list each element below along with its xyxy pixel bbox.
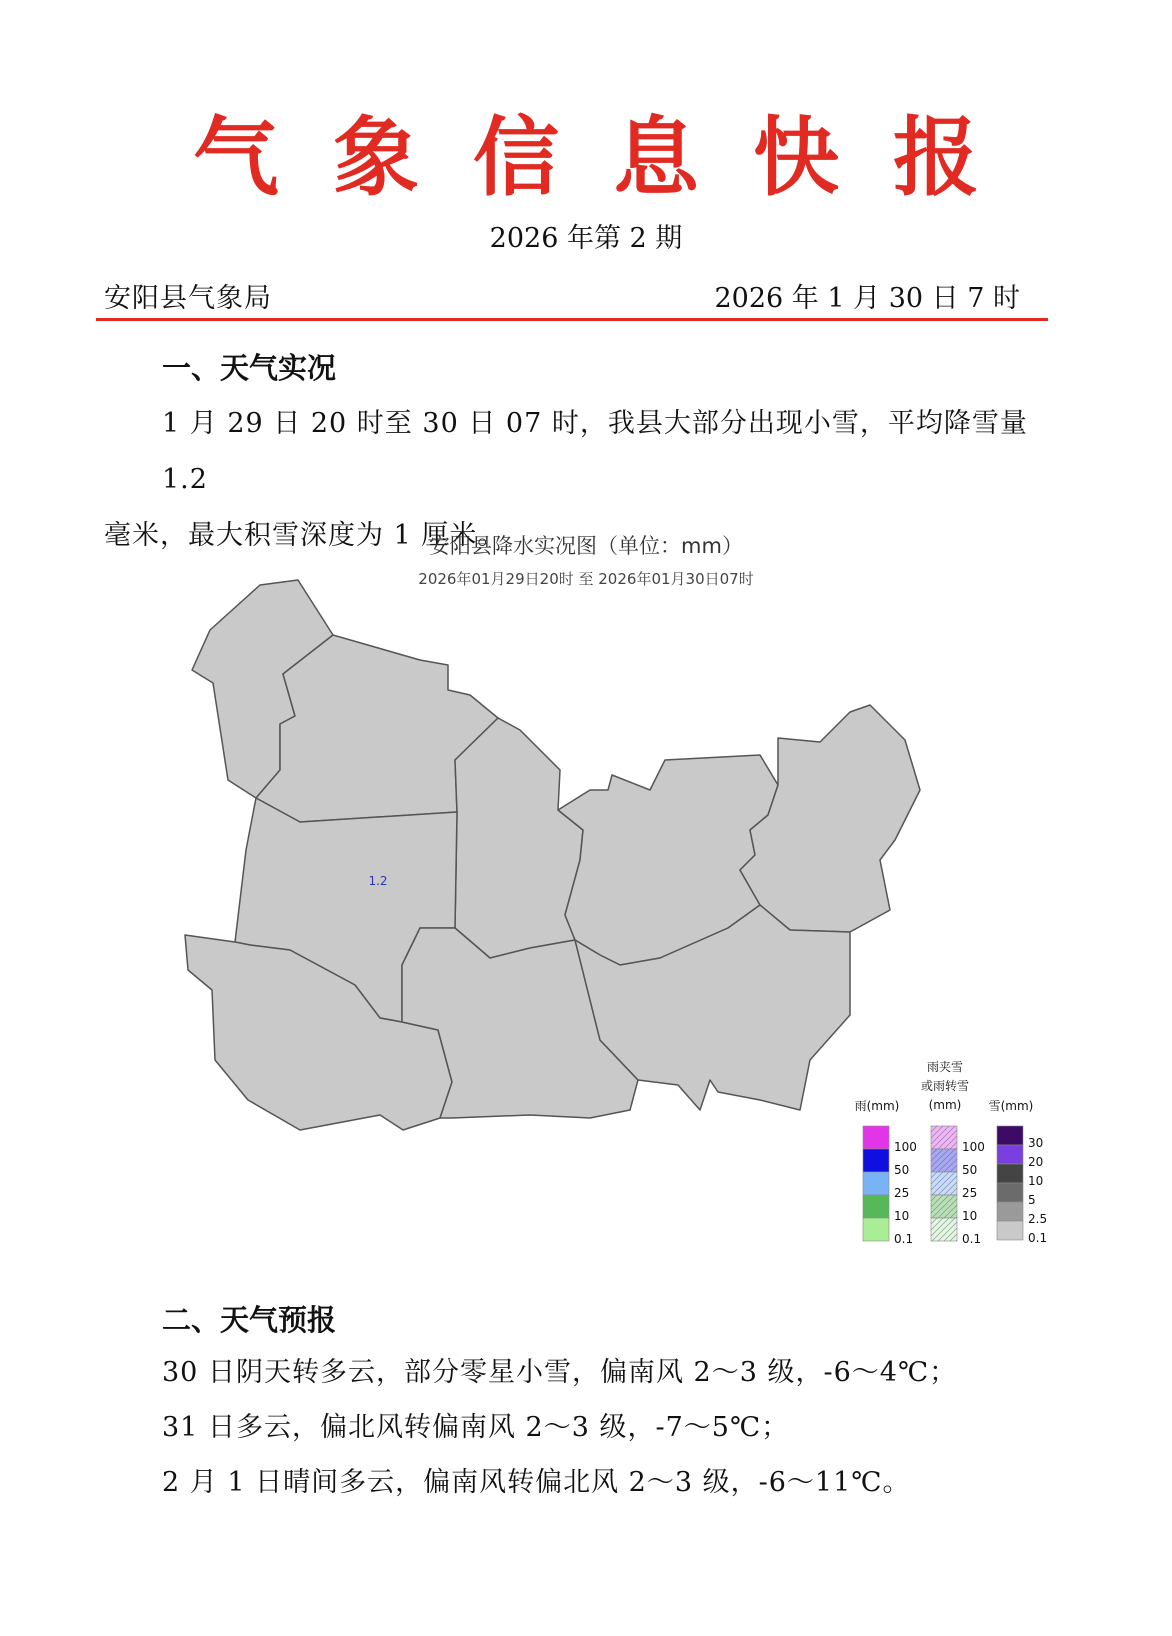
legend-mixed-title-2: 或雨转雪 <box>920 1079 970 1093</box>
section-heading-observation: 一、天气实况 <box>162 351 337 385</box>
issue-number: 2026 年第 2 期 <box>489 223 683 254</box>
legend-snow-swatch <box>997 1183 1023 1202</box>
legend-snow-swatch <box>997 1202 1023 1221</box>
legend-mixed-title-3: (mm) <box>928 1098 962 1112</box>
legend-rain-swatch <box>863 1149 889 1172</box>
precipitation-legend <box>854 1040 1080 1246</box>
legend-snow-label: 30 <box>1028 1136 1044 1150</box>
legend-rain-swatch <box>863 1126 889 1149</box>
legend-snow-label: 10 <box>1028 1174 1044 1188</box>
forecast-line-1: 30 日阴天转多云，部分零星小雪，偏南风 2～3 级，-6～4℃； <box>162 1357 958 1388</box>
report-title: 气象信息快报 <box>193 107 1033 208</box>
legend-snow-title: 雪(mm) <box>988 1099 1034 1113</box>
legend-mixed-title-1: 雨夹雪 <box>926 1060 964 1074</box>
legend-mixed-label: 0.1 <box>962 1232 982 1246</box>
legend-rain-label: 100 <box>894 1140 917 1154</box>
observation-line-2: 毫米，最大积雪深度为 1 厘米。 <box>104 520 506 551</box>
legend-mixed-label: 100 <box>962 1140 985 1154</box>
issuing-organization: 安阳县气象局 <box>104 283 272 314</box>
observation-line-1: 1 月 29 日 20 时至 30 日 07 时，我县大部分出现小雪，平均降雪量 1.2 <box>162 408 1028 495</box>
map-subtitle: 2026年01月29日20时 至 2026年01月30日07时 <box>418 570 754 588</box>
legend-rain-label: 0.1 <box>894 1232 914 1246</box>
legend-rain-title: 雨(mm) <box>854 1099 900 1113</box>
legend-snow-label: 20 <box>1028 1155 1044 1169</box>
legend-rain-swatch <box>863 1218 889 1241</box>
legend-rain-label: 25 <box>894 1186 910 1200</box>
forecast-line-3: 2 月 1 日晴间多云，偏南风转偏北风 2～3 级，-6～11℃。 <box>162 1467 911 1498</box>
legend-rain-swatch <box>863 1195 889 1218</box>
legend-snow-label: 5 <box>1028 1193 1036 1207</box>
map-title: 安阳县降水实况图（单位：mm） <box>429 534 743 558</box>
legend-snow-swatch <box>997 1221 1023 1240</box>
legend-snow-swatch <box>997 1126 1023 1145</box>
issue-date: 2026 年 1 月 30 日 7 时 <box>714 283 1020 314</box>
legend-snow-swatch <box>997 1164 1023 1183</box>
forecast-line-2: 31 日多云，偏北风转偏南风 2～3 级，-7～5℃； <box>162 1412 790 1443</box>
legend-rain-label: 10 <box>894 1209 910 1223</box>
district-north-central <box>455 718 583 958</box>
precipitation-value-label: 1.2 <box>368 874 388 888</box>
legend-snow-label: 2.5 <box>1028 1212 1048 1226</box>
legend-rain-label: 50 <box>894 1163 910 1177</box>
legend-rain-swatch <box>863 1172 889 1195</box>
district-northeast <box>740 705 920 932</box>
legend-mixed-label: 10 <box>962 1209 978 1223</box>
legend-mixed-label: 50 <box>962 1163 978 1177</box>
header-divider <box>96 318 1048 321</box>
legend-snow-label: 0.1 <box>1028 1231 1048 1245</box>
section-heading-forecast: 二、天气预报 <box>162 1303 337 1337</box>
precipitation-map <box>180 580 940 1150</box>
district-regions <box>185 580 920 1130</box>
legend-snow-swatch <box>997 1145 1023 1164</box>
legend-mixed-label: 25 <box>962 1186 978 1200</box>
